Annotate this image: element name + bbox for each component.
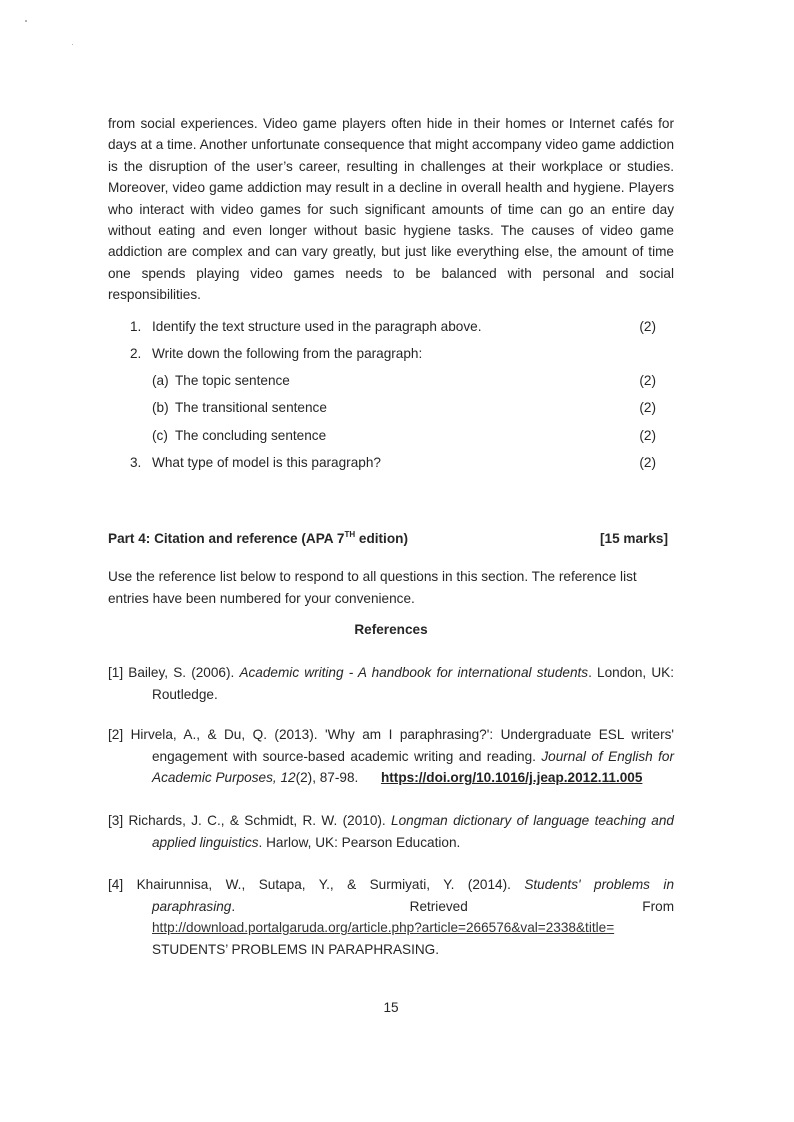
question-number: (b) xyxy=(152,400,169,415)
question-number: 3. xyxy=(130,455,142,470)
question-mark: (2) xyxy=(639,319,656,334)
scan-speck xyxy=(72,44,73,45)
reference-entry-1: [1] Bailey, S. (2006). Academic writing - A handbook for international students. London, UK: Routledge. xyxy=(108,665,674,702)
question-mark: (2) xyxy=(639,373,656,388)
section-heading xyxy=(108,529,668,549)
question-number: 1. xyxy=(130,319,142,334)
question-number: (a) xyxy=(152,373,169,388)
question-2 xyxy=(130,344,656,364)
scan-speck xyxy=(25,20,27,22)
reference-entry-4: [4] Khairunnisa, W., Sutapa, Y., & Surmiyati, Y. (2014). Students' problems in paraphrasing. Retrieved From http://download.portalgaruda.org/article.php?article=266576&val=2338&title= STUDENTS’ PROBLEMS IN PARAPHRASING. xyxy=(108,877,675,957)
reference-entry-2: [2] Hirvela, A., & Du, Q. (2013). 'Why am I paraphrasing?': Undergraduate ESL writers' engagement with source-based academic writing and reading. Journal of English for Academic Purposes, 12(2), 87-98. https://doi.org/10.1016/j.jeap.2012.11.005 xyxy=(108,727,675,786)
essay-paragraph: from social experiences. Video game players often hide in their homes or Internet cafés for days at a time. Another unfortunate consequence that might accompany video game addiction is the disruption of the user’s career, resulting in challenges at their workplace or studies. Moreover, video game addiction may result in a decline in overall health and hygiene. Players who interact with video games for such significant amounts of time can go an entire day without eating and even longer without basic hygiene tasks. The causes of video game addiction are complex and can vary greatly, but just like everything else, the amount of time one spends playing video games needs to be balanced with personal and social responsibilities. xyxy=(108,116,674,303)
question-2b xyxy=(130,398,656,418)
heading-title: Part 4: Citation and reference (APA 7TH edition) xyxy=(108,530,408,546)
question-text: The topic sentence xyxy=(175,373,290,388)
question-text: What type of model is this paragraph? xyxy=(152,455,381,470)
doi-link[interactable]: https://doi.org/10.1016/j.jeap.2012.11.005 xyxy=(380,770,643,786)
question-mark: (2) xyxy=(639,400,656,415)
question-text: The concluding sentence xyxy=(175,428,327,443)
question-text: The transitional sentence xyxy=(175,400,327,415)
question-number: 2. xyxy=(130,346,142,361)
question-number: (c) xyxy=(152,428,168,443)
section-instructions: Use the reference list below to respond to all questions in this section. The reference list entries have been numbered for your convenience. xyxy=(108,569,637,606)
question-mark: (2) xyxy=(639,428,656,443)
question-1 xyxy=(130,317,656,337)
question-text: Identify the text structure used in the paragraph above. xyxy=(152,319,482,334)
retrieval-url-link[interactable]: http://download.portalgaruda.org/article.php?article=266576&val=2338&title= xyxy=(152,920,615,936)
page-number: 15 xyxy=(383,1000,399,1015)
references-title: References xyxy=(354,622,428,637)
question-2c xyxy=(130,426,656,446)
question-text: Write down the following from the paragraph: xyxy=(152,346,423,361)
section-marks: [15 marks] xyxy=(599,531,668,546)
reference-entry-3: [3] Richards, J. C., & Schmidt, R. W. (2010). Longman dictionary of language teaching and applied linguistics. Harlow, UK: Pearson Education. xyxy=(108,813,674,850)
question-3 xyxy=(130,453,656,473)
question-mark: (2) xyxy=(639,455,656,470)
question-2a xyxy=(130,371,656,391)
